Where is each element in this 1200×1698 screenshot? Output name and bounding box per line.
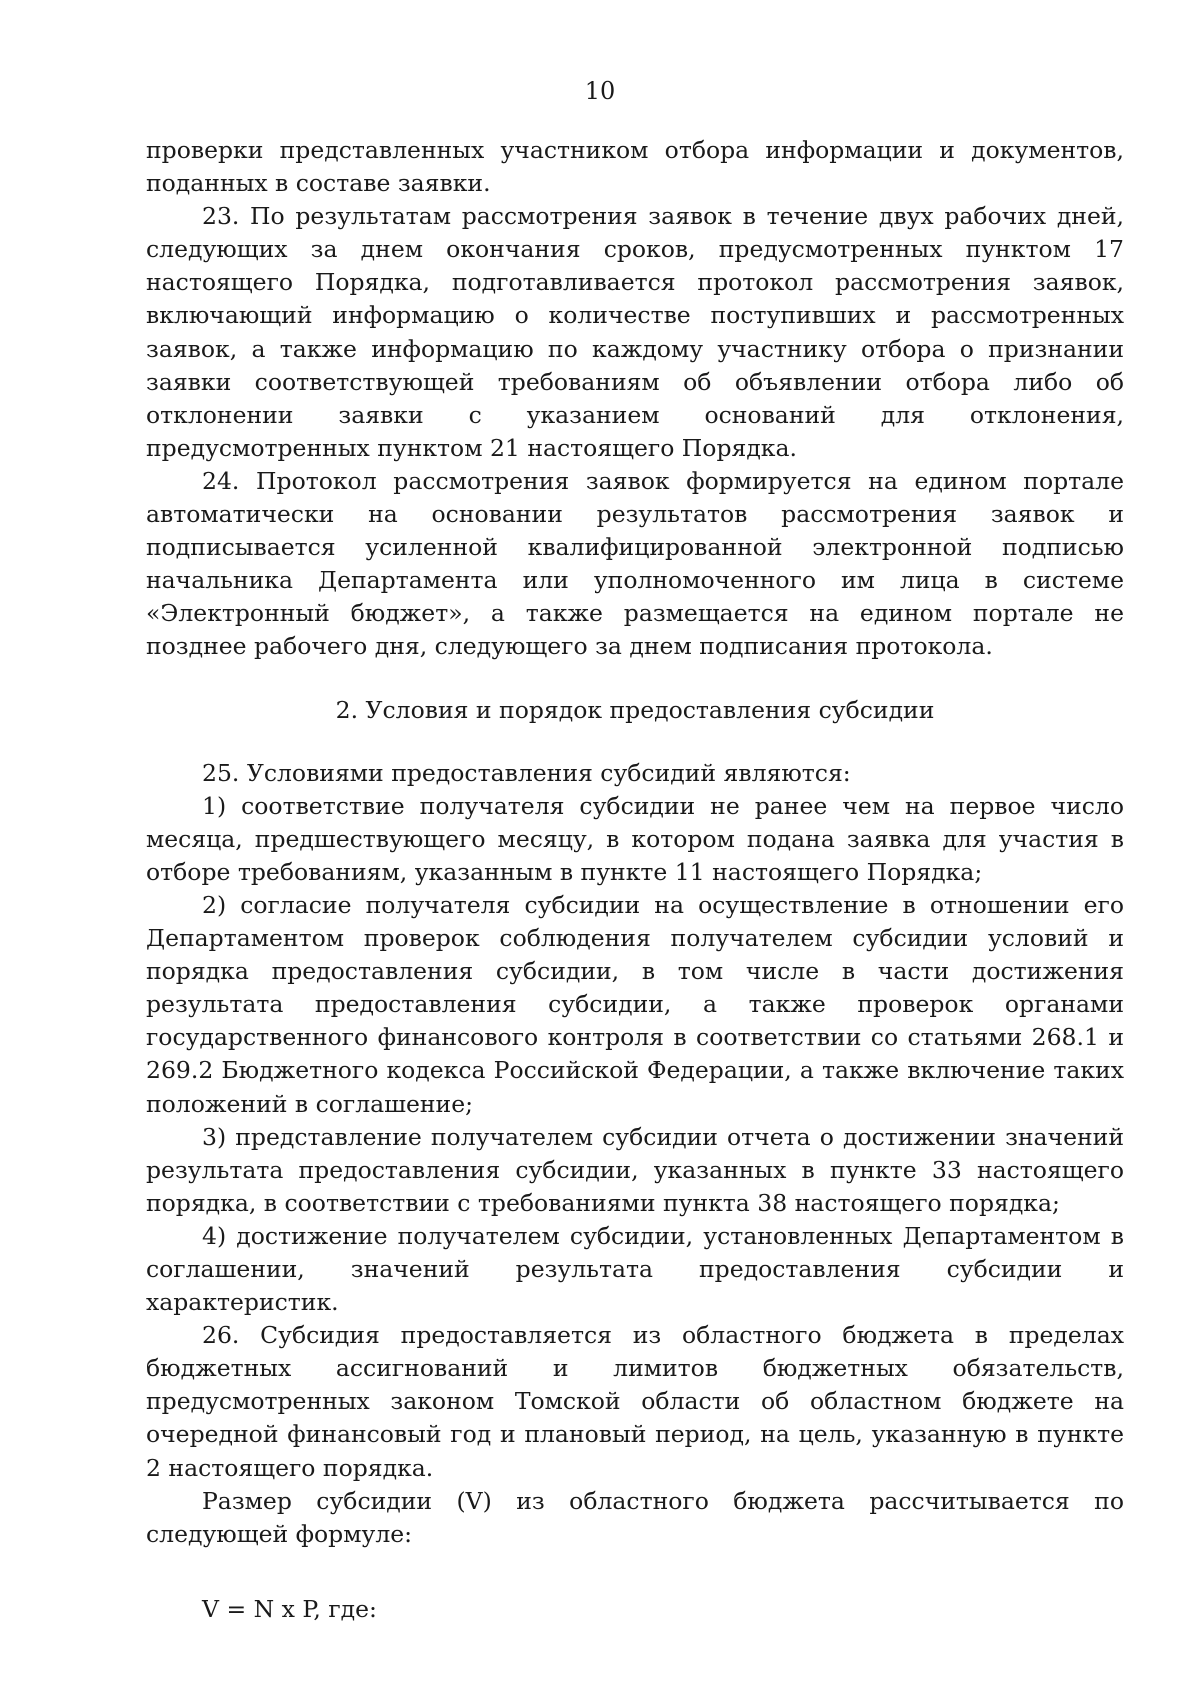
paragraph-26: 26. Субсидия предоставляется из областного бюджета в пределах бюджетных ассигнований и лимитов бюджетных обязательств, предусмотренных законом Томской области об областном бюджете на очередной финансовый год и плановый период, на цель, указанную в пункте 2 настоящего порядка. <box>146 1321 1124 1482</box>
document-body <box>146 134 1124 1626</box>
page-number: 10 <box>584 77 616 105</box>
paragraph-continuation: проверки представленных участником отбора информации и документов, поданных в составе заявки. <box>146 136 1124 198</box>
paragraph-25-item-2: 2) согласие получателя субсидии на осуществление в отношении его Департаментом проверок соблюдения получателем субсидии условий и порядка предоставления субсидии, в том числе в части достижения результата предоставления субсидии, а также проверок органами государственного финансового контроля в соответствии со статьями 268.1 и 269.2 Бюджетного кодекса Российской Федерации, а также включение таких положений в соглашение; <box>146 890 1124 1118</box>
paragraph-23: 23. По результатам рассмотрения заявок в течение двух рабочих дней, следующих за днем окончания сроков, предусмотренных пунктом 17 настоящего Порядка, подготавливается протокол рассмотрения заявок, включающий информацию о количестве поступивших и рассмотренных заявок, а также информацию по каждому участнику отбора о признании заявки соответствующей требованиям об объявлении отбора либо об отклонении заявки с указанием оснований для отклонения, предусмотренных пунктом 21 настоящего Порядка. <box>146 202 1124 462</box>
paragraph-25: 25. Условиями предоставления субсидий являются: <box>202 758 851 787</box>
paragraph-25-item-1: 1) соответствие получателя субсидии не ранее чем на первое число месяца, предшествующего месяцу, в котором подана заявка для участия в отборе требованиям, указанным в пункте 11 настоящего Порядка; <box>146 791 1124 886</box>
paragraph-26-size: Размер субсидии (V) из областного бюджета рассчитывается по следующей формуле: <box>146 1486 1124 1548</box>
paragraph-25-item-3: 3) представление получателем субсидии отчета о достижении значений результата предоставления субсидии, указанных в пункте 33 настоящего порядка, в соответствии с требованиями пункта 38 настоящего порядка; <box>146 1122 1124 1217</box>
formula: V = N x P, где: <box>202 1594 377 1623</box>
paragraph-25-item-4: 4) достижение получателем субсидии, установленных Департаментом в соглашении, значений результата предоставления субсидии и характеристик. <box>146 1221 1124 1317</box>
paragraph-24: 24. Протокол рассмотрения заявок формируется на едином портале автоматически на основании результатов рассмотрения заявок и подписывается усиленной квалифицированной электронной подписью начальника Департамента или уполномоченного им лица в системе «Электронный бюджет», а также размещается на едином портале не позднее рабочего дня, следующего за днем подписания протокола. <box>146 466 1124 661</box>
section-heading: 2. Условия и порядок предоставления субсидии <box>335 695 935 724</box>
